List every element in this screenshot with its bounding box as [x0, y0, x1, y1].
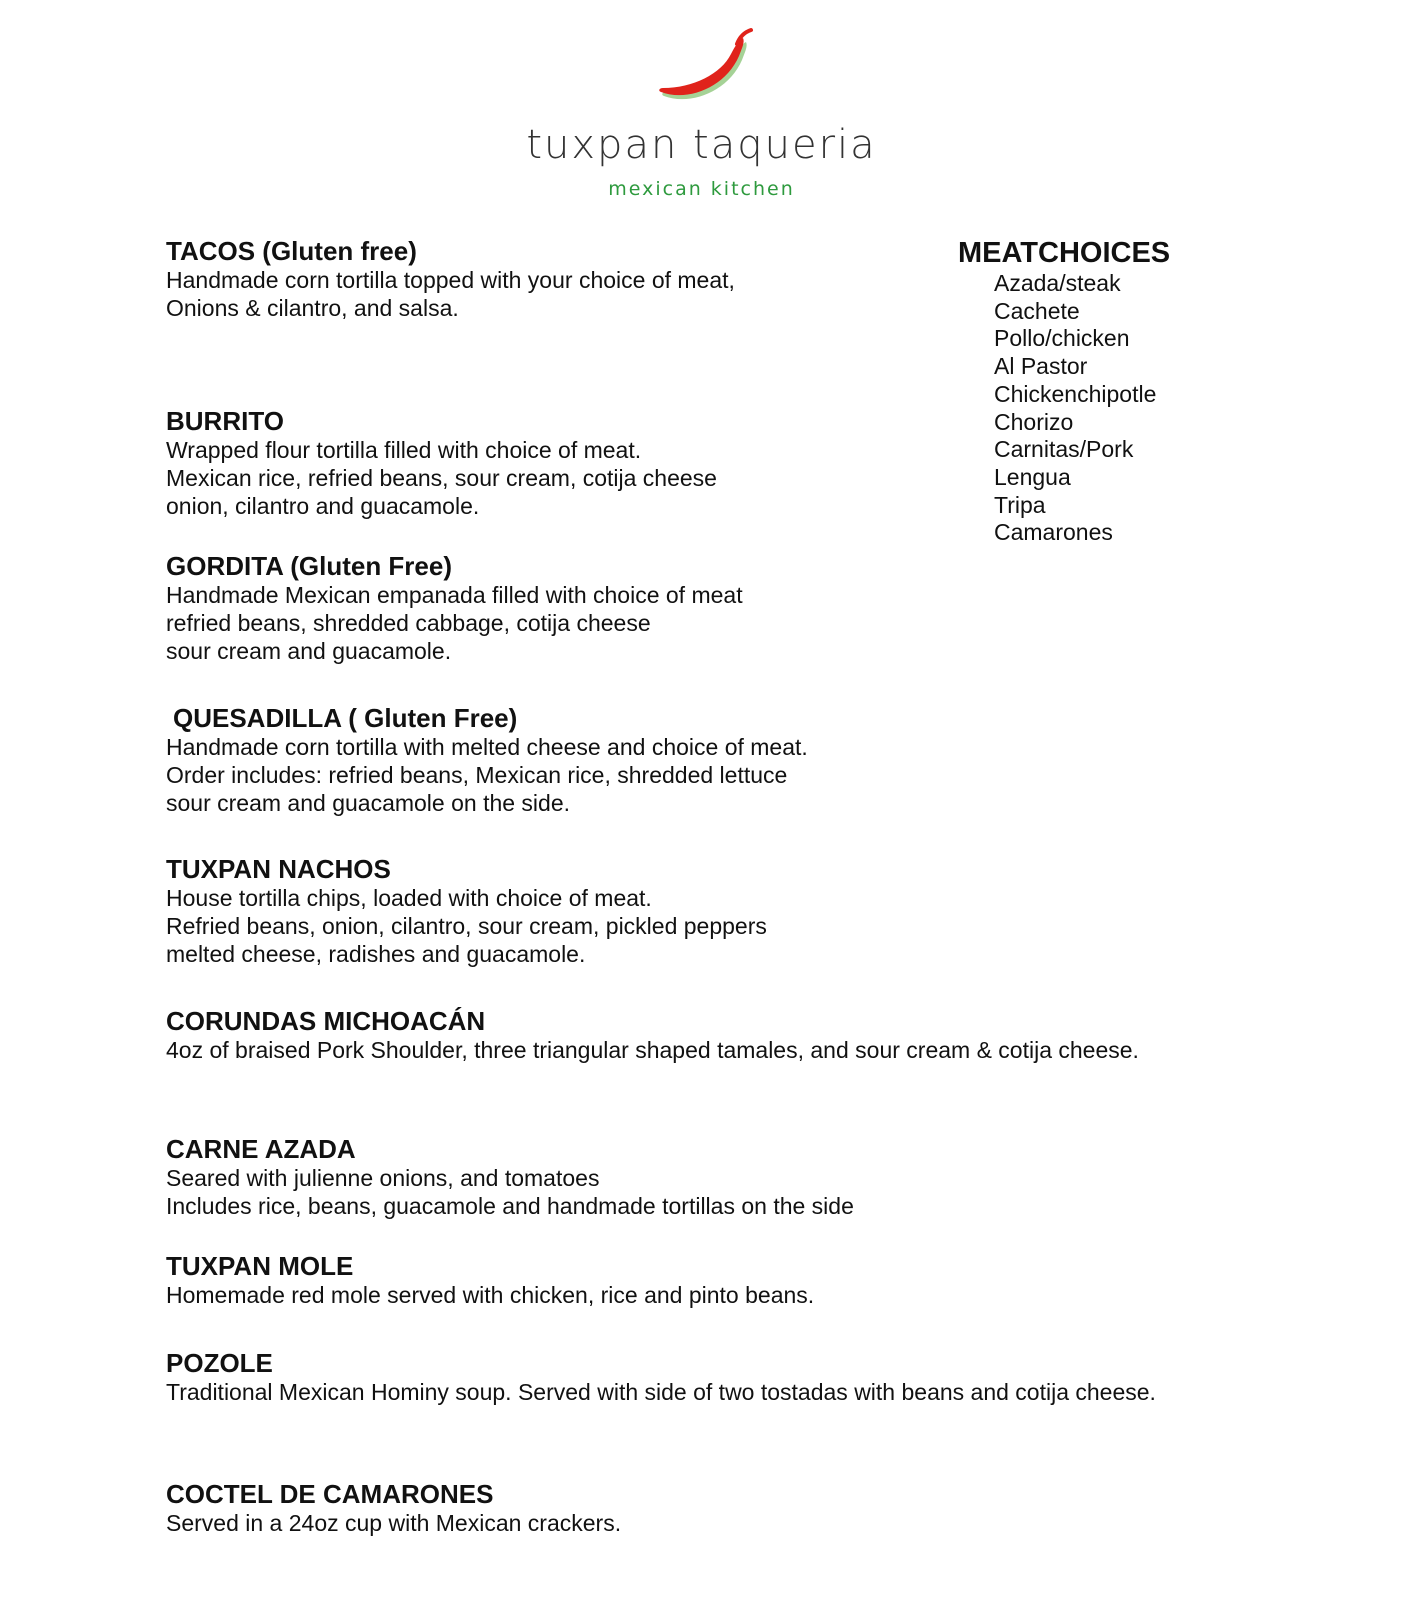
logo [0, 26, 1403, 200]
description-line: sour cream and guacamole. [166, 638, 452, 664]
menu-item-tuxpan-mole [166, 1251, 814, 1309]
menu-item-tuxpan-nachos [166, 854, 767, 968]
item-title: TACOS (Gluten free) [166, 236, 417, 266]
item-description [166, 1281, 814, 1309]
meat-choice-item: Pollo/chicken [994, 325, 1130, 352]
menu-item-quesadilla [166, 703, 808, 817]
item-title: QUESADILLA ( Gluten Free) [173, 703, 518, 733]
description-line: Onions & cilantro, and salsa. [166, 295, 459, 321]
description-line: Homemade red mole served with chicken, rice and pinto beans. [166, 1282, 815, 1308]
description-line: refried beans, shredded cabbage, cotija cheese [166, 610, 651, 636]
item-description [166, 266, 735, 322]
meat-choices-list [958, 270, 1170, 547]
menu-item-burrito [166, 406, 717, 520]
menu-item-coctel-de-camarones [166, 1479, 621, 1537]
item-title: CARNE AZADA [166, 1134, 356, 1164]
item-title: TUXPAN MOLE [166, 1251, 354, 1281]
menu-item-carne-azada [166, 1134, 854, 1220]
description-line: Handmade corn tortilla with melted cheese and choice of meat. [166, 734, 808, 760]
meat-choices-title: MEATCHOICES [958, 237, 1171, 269]
item-description [166, 436, 717, 520]
item-description [166, 1036, 1139, 1064]
item-description [166, 733, 808, 817]
item-description [166, 581, 743, 665]
description-line: Includes rice, beans, guacamole and handmade tortillas on the side [166, 1193, 854, 1219]
description-line: Handmade corn tortilla topped with your choice of meat, [166, 267, 735, 293]
item-title: POZOLE [166, 1348, 273, 1378]
meat-choices [958, 236, 1170, 547]
meat-choice-item: Chorizo [994, 408, 1074, 435]
meat-choice-item: Al Pastor [994, 353, 1088, 380]
item-title: TUXPAN NACHOS [166, 854, 391, 884]
description-line: House tortilla chips, loaded with choice of meat. [166, 885, 652, 911]
menu-item-tacos [166, 236, 735, 322]
brand-name: tuxpan taqueria [526, 122, 877, 168]
chili-pepper-icon [647, 26, 757, 106]
meat-choice-item: Azada/steak [994, 270, 1121, 296]
item-title: COCTEL DE CAMARONES [166, 1479, 494, 1509]
item-title: BURRITO [166, 406, 284, 436]
menu-item-pozole [166, 1348, 1244, 1406]
meat-choice-item: Lengua [994, 463, 1071, 490]
description-line: Served in a 24oz cup with Mexican crackers. [166, 1510, 622, 1536]
meat-choice-item: Camarones [994, 519, 1113, 546]
item-title: GORDITA (Gluten Free) [166, 551, 452, 581]
description-line: Wrapped flour tortilla filled with choice of meat. [166, 437, 642, 463]
description-line: melted cheese, radishes and guacamole. [166, 941, 586, 967]
item-description [166, 1509, 621, 1537]
item-description: Traditional Mexican Hominy soup. Served with side of two tostadas with beans and cotija cheese. [166, 1379, 1156, 1405]
item-description [166, 1164, 854, 1220]
item-title: CORUNDAS MICHOACÁN [166, 1006, 486, 1036]
description-line: Refried beans, onion, cilantro, sour cream, pickled peppers [166, 913, 767, 939]
description-line: onion, cilantro and guacamole. [166, 493, 480, 519]
brand-tagline: mexican kitchen [608, 178, 795, 200]
meat-choice-item: Carnitas/Pork [994, 436, 1134, 463]
description-line: Seared with julienne onions, and tomatoes [166, 1165, 600, 1191]
description-line: Order includes: refried beans, Mexican rice, shredded lettuce [166, 762, 788, 788]
menu-item-corundas [166, 1006, 1139, 1064]
description-line: sour cream and guacamole on the side. [166, 790, 571, 816]
item-description [166, 884, 767, 968]
menu-item-gordita [166, 551, 743, 665]
meat-choice-item: Cachete [994, 297, 1080, 324]
description-line: Handmade Mexican empanada filled with choice of meat [166, 582, 743, 608]
meat-choice-item: Chickenchipotle [994, 380, 1157, 407]
meat-choice-item: Tripa [994, 491, 1046, 518]
description-line: 4oz of braised Pork Shoulder, three triangular shaped tamales, and sour cream & cotija cheese. [166, 1037, 1139, 1063]
description-line: Mexican rice, refried beans, sour cream, cotija cheese [166, 465, 717, 491]
